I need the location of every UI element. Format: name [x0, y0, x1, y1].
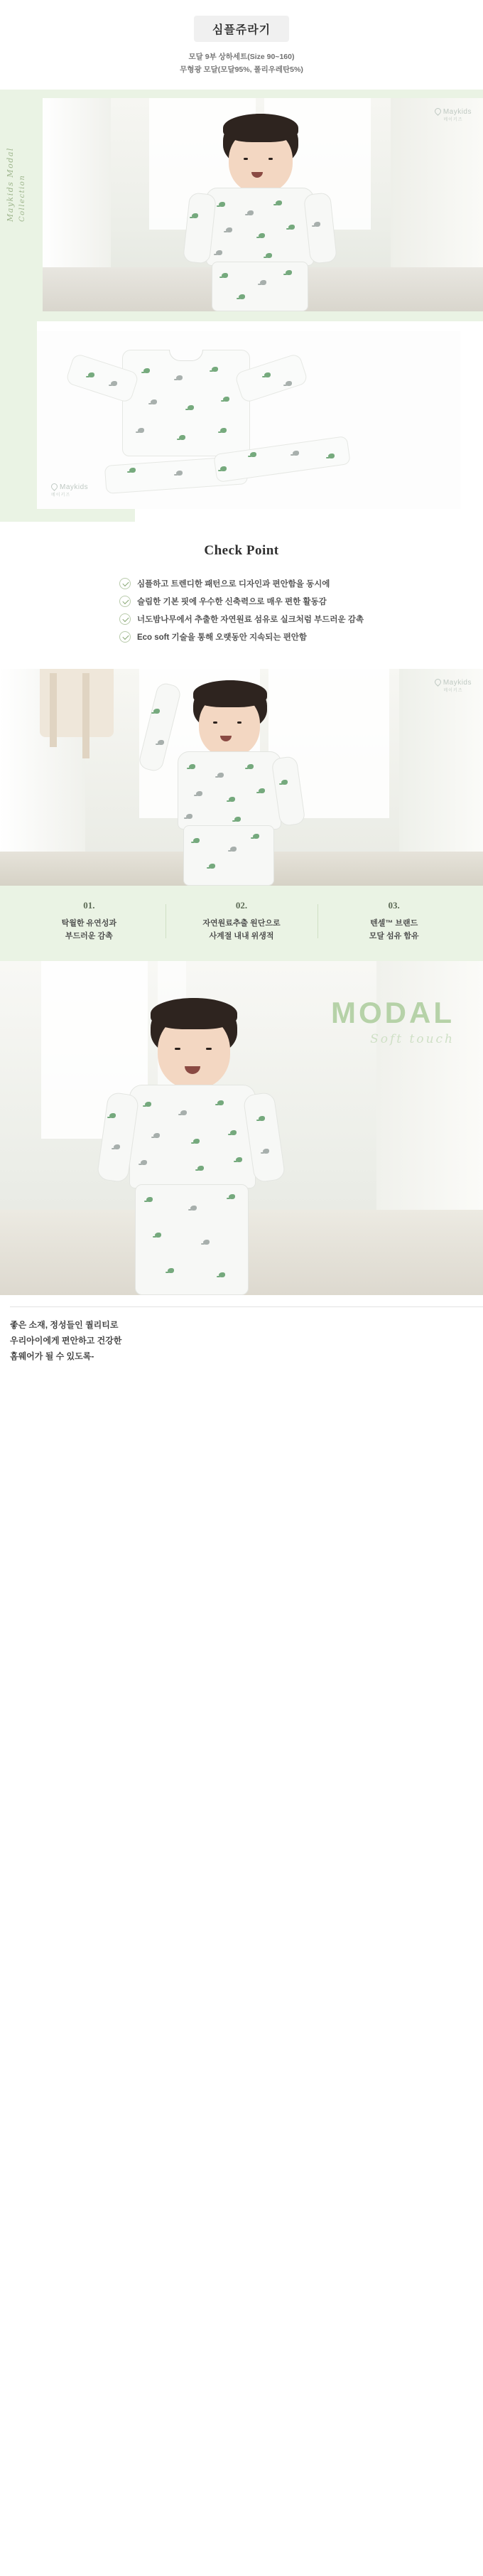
modal-banner [331, 998, 455, 1046]
leaf-icon [50, 482, 59, 491]
list-item [119, 613, 364, 625]
feature-text-line-1: 텐셀™ 브랜드 [370, 918, 418, 928]
subtitle-line-2: 무형광 모달(모달95%, 폴리우레탄5%) [180, 65, 303, 75]
modal-banner-title: MODAL [331, 996, 455, 1030]
modal-banner-subtitle: Soft touch [370, 1032, 455, 1047]
feature-text-line-1: 탁월한 유연성과 [61, 918, 117, 928]
feature-text-line-1: 자연원료추출 원단으로 [202, 918, 281, 928]
hero-image-1-section [0, 90, 483, 321]
checkpoint-list [119, 571, 364, 649]
hero-image-2 [0, 669, 483, 886]
leaf-icon [433, 677, 443, 687]
product-flatlay-section [0, 321, 483, 522]
footer-line-2: 우리아이에게 편안하고 건강한 [10, 1336, 122, 1346]
product-flatlay-image [37, 331, 460, 509]
check-icon [119, 613, 131, 625]
feature-item-2 [165, 900, 318, 943]
brand-watermark [435, 108, 472, 122]
feature-number: 01. [83, 899, 95, 911]
feature-text-line-2: 모달 섬유 함유 [369, 931, 419, 940]
hero-image-1 [43, 98, 483, 311]
checkpoint-text: 심플하고 트렌디한 패턴으로 디자인과 편안함을 동시에 [136, 579, 330, 589]
checkpoint-section [0, 522, 483, 669]
checkpoint-title: Check Point [204, 542, 279, 558]
list-item [119, 578, 364, 589]
footer-copy [0, 1295, 483, 1383]
feature-list [0, 886, 483, 961]
collection-script-text [4, 147, 28, 222]
feature-text-line-2: 사계절 내내 위생적 [209, 931, 274, 940]
feature-number: 02. [235, 899, 248, 911]
list-item [119, 596, 364, 607]
check-icon [119, 596, 131, 607]
checkpoint-text: Eco soft 기술을 통해 오랫동안 지속되는 편안함 [136, 633, 308, 642]
brand-name: Maykids [60, 483, 89, 491]
green-accent-left [0, 321, 37, 522]
checkpoint-text: 슬림한 기본 핏에 우수한 신축력으로 매우 편한 활동감 [136, 597, 327, 606]
footer-line-1: 좋은 소재, 정성들인 퀄리티로 [10, 1320, 119, 1331]
brand-name: Maykids [443, 107, 472, 116]
hero-image-2-section [0, 669, 483, 961]
page-header [0, 0, 483, 90]
brand-watermark [435, 679, 472, 693]
list-item [119, 631, 364, 643]
subtitle-line-1: 모달 9부 상하세트(Size 90~160) [188, 53, 295, 61]
footer-line-3: 홈웨어가 될 수 있도록- [10, 1351, 94, 1362]
feature-item-3 [318, 900, 470, 943]
script-line-2: Collection [18, 174, 26, 222]
page-title: 심플쥬라기 [194, 16, 289, 42]
brand-sub: 메이키즈 [443, 688, 463, 693]
check-icon [119, 578, 131, 589]
brand-watermark [51, 483, 88, 498]
checkpoint-text: 너도밤나무에서 추출한 자연원료 섬유로 실크처럼 부드러운 감촉 [136, 615, 364, 624]
page-subtitle [0, 50, 483, 77]
brand-sub: 메이키즈 [51, 493, 71, 498]
leaf-icon [433, 107, 443, 116]
hero-image-3 [0, 961, 483, 1295]
feature-item-1 [13, 900, 165, 943]
feature-text-line-2: 부드러운 감촉 [65, 931, 113, 940]
brand-name: Maykids [443, 678, 472, 687]
feature-number: 03. [388, 899, 400, 911]
check-icon [119, 631, 131, 643]
brand-sub: 메이키즈 [443, 117, 463, 122]
script-line-1: Maykids Modal [6, 146, 15, 222]
